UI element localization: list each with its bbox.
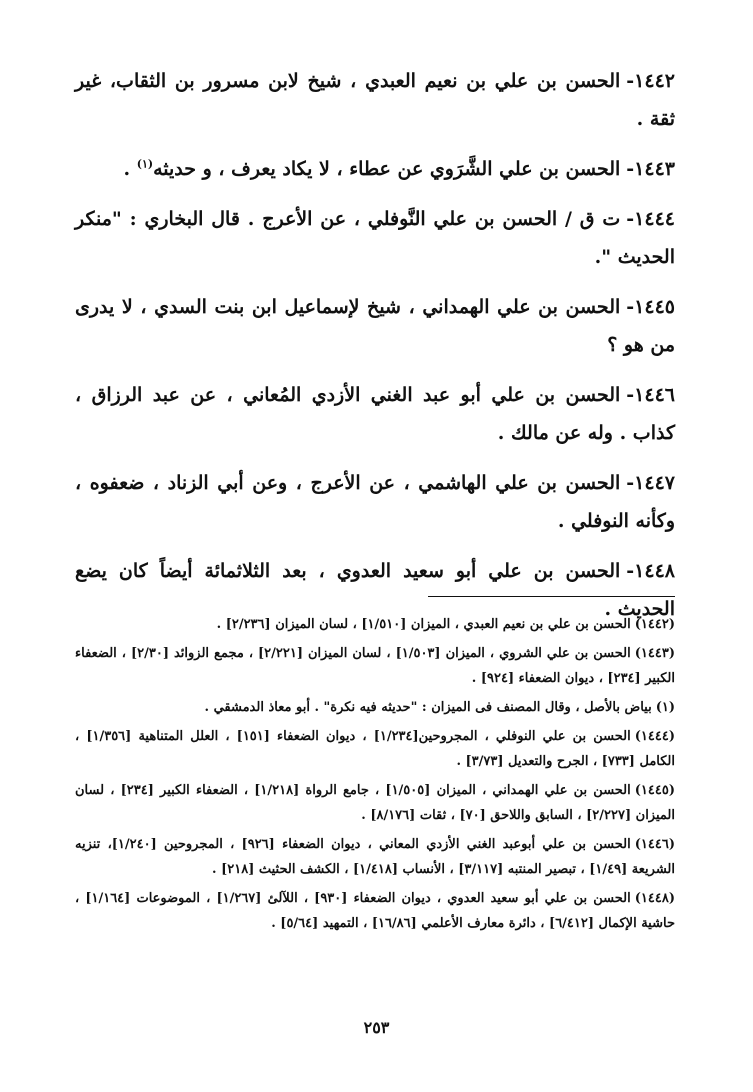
footnote-number: (١٤٤٤) [634, 729, 675, 744]
footnote-text: الحسن بن علي الهمداني ، الميزان [١/٥٠٥] ، جامع الرواة [١/٢١٨] ، الضعفاء الكبير [٢٣٤] ، لسان الميزان [٢/٢٢٧] ، السابق واللاحق [٧٠] ، ثقات [٨/١٧٦] . [75, 783, 675, 823]
entry [75, 150, 675, 188]
footnotes [75, 612, 675, 940]
entry-number: ١٤٤٨- [626, 560, 675, 582]
entry-text: الحسن بن علي أبو سعيد العدوي ، بعد الثلاثمائة أيضاً كان يضع الحديث . [75, 560, 675, 620]
entry-number: ١٤٤٣- [626, 158, 675, 180]
entry-text: الحسن بن علي بن نعيم العبدي ، شيخ لابن مسرور بن الثقاب، غير ثقة . [75, 70, 675, 130]
footnote [75, 832, 675, 882]
footnote [75, 886, 675, 936]
entry [75, 464, 675, 540]
entry [75, 200, 675, 276]
entry [75, 376, 675, 452]
footnote-number: (١٤٤٢) [634, 617, 675, 632]
entry-text: الحسن بن علي الهاشمي ، عن الأعرج ، وعن أبي الزناد ، ضعفوه ، وكأنه النوفلي . [75, 472, 675, 532]
footnote-text: الحسن بن علي أبوعبد الغني الأزدي المعاني ، ديوان الضعفاء [٩٢٦] ، المجروحين [١/٢٤٠]، تنزيه الشريعة [١/٤٩] ، تبصير المنتبه [٣/١١٧] ، الأنساب [١/٤١٨] ، الكشف الحثيث [٢١٨] . [75, 837, 675, 877]
entry-number: ١٤٤٤- [626, 208, 675, 230]
footnote-text: الحسن بن علي أبو سعيد العدوي ، ديوان الضعفاء [٩٣٠] ، اللآلئ [١/٢٦٧] ، الموضوعات [١/١٦٤] ، حاشية الإكمال [٦/٤١٢] ، دائرة معارف الأعلمي [١٦/٨٦] ، التمهيد [٥/٦٤] . [75, 891, 675, 931]
entry-text: الحسن بن علي أبو عبد الغني الأزدي المُعاني ، عن عبد الرزاق ، كذاب . وله عن مالك . [75, 384, 675, 444]
footnote-number: (١٤٤٥) [634, 783, 676, 798]
footnote-marker: (١) [136, 157, 154, 171]
footnote [75, 778, 675, 828]
footnote-number: (١٤٤٨) [634, 891, 675, 906]
entry [75, 62, 675, 138]
entry-number: ١٤٤٧- [626, 472, 675, 494]
footnote-number: (١٤٤٦) [634, 837, 675, 852]
page-number: ٢٥٣ [363, 1018, 390, 1037]
footnote-number: (١٤٤٣) [634, 646, 675, 661]
entry [75, 288, 675, 364]
footnote-number: (١) [655, 700, 675, 715]
entry-text: الحسن بن علي الهمداني ، شيخ لإسماعيل ابن بنت السدي ، لا يدرى من هو ؟ [75, 296, 675, 356]
entry-number: ١٤٤٢- [626, 70, 675, 92]
footnote [75, 641, 675, 691]
footnote-text: الحسن بن علي النوفلي ، المجروحين[١/٢٣٤] ، ديوان الضعفاء [١٥١] ، العلل المتناهية [١/٣٥٦] ، الكامل [٧٣٣] ، الجرح والتعديل [٣/٧٣] . [75, 729, 675, 769]
entry-number: ١٤٤٥- [626, 296, 675, 318]
footnote [75, 695, 675, 720]
footnote-divider [428, 596, 675, 597]
entry-number: ١٤٤٦- [626, 384, 675, 406]
footnote-text: الحسن بن علي بن نعيم العبدي ، الميزان [١/٥١٠] ، لسان الميزان [٢/٢٣٦] . [216, 617, 631, 632]
entries-list [75, 62, 675, 640]
footnote [75, 612, 675, 637]
footnote-text: بياض بالأصل ، وقال المصنف فى الميزان : "حديثه فيه نكرة" . أبو معاذ الدمشقي . [204, 700, 652, 715]
entry-text: الحسن بن علي الشَّرَوي عن عطاء ، لا يكاد يعرف ، و حديثه [153, 158, 621, 180]
entry-text: ت ق / الحسن بن علي النَّوفلي ، عن الأعرج . قال البخاري : "منكر الحديث ". [75, 208, 675, 268]
entry-text-tail: . [123, 158, 137, 180]
footnote-text: الحسن بن علي الشروي ، الميزان [١/٥٠٣] ، لسان الميزان [٢/٢٢١] ، مجمع الزوائد [٢/٣٠] ، الضعفاء الكبير [٢٣٤] ، ديوان الضعفاء [٩٢٤] . [75, 646, 675, 686]
footnote [75, 724, 675, 774]
